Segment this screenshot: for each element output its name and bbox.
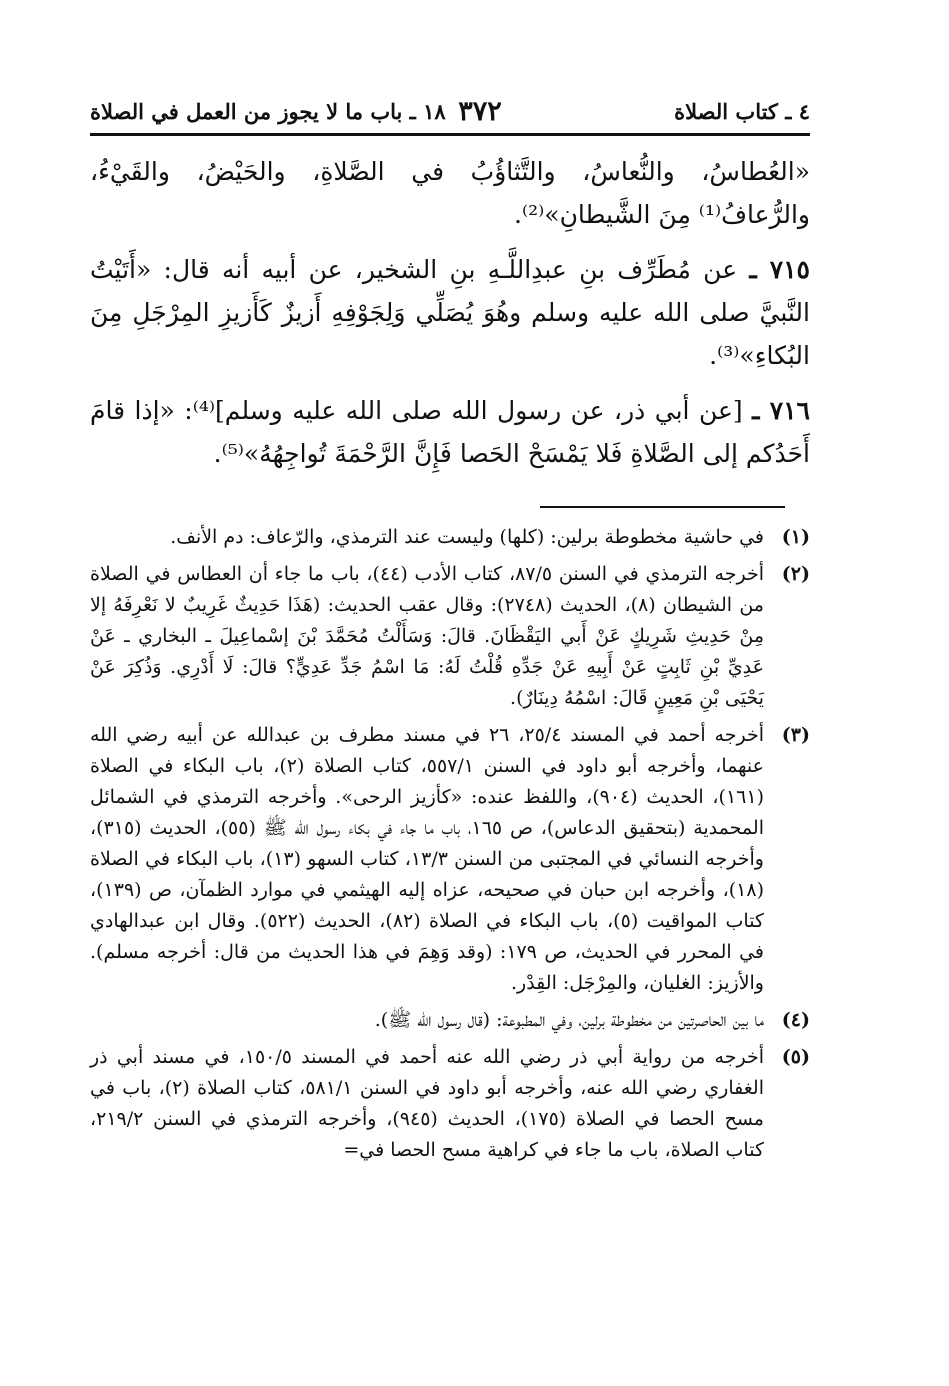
hadith-716 (90, 389, 810, 475)
footnote-number: (١) (781, 526, 810, 548)
hadith-continuation: «العُطاسُ، والنُّعاسُ، والتَّثاؤُبُ في الصَّلاةِ، والحَيْضُ، والقَيْءُ، والرُّعافُ⁽¹⁾ مِنَ الشَّيطانِ»⁽²⁾. (90, 157, 810, 229)
hadith-text: عن مُطَرِّف بنِ عبدِاللَّـهِ بنِ الشخير، عن أبيه أنه قال: «أَتَيْتُ النَّبيَّ صلى الله عليه وسلم وهُوَ يُصَلِّي وَلِجَوْفِهِ أَزيزٌ كَأَزيزِ المِرْجَلِ مِنَ البُكاءِ»⁽³⁾. (90, 255, 810, 370)
hadith-number: ٧١٥ ـ (749, 255, 810, 284)
footnote-text: أخرجه من رواية أبي ذر رضي الله عنه أحمد في المسند ١٥٠/٥، في مسند أبي ذر الغفاري رضي الله عنه، وأخرجه أبو داود في السنن ٥٨١/١، كتاب الصلاة (٢)، باب في مسح الحصا في الصلاة (١٧٥)، الحديث (٩٤٥)، وأخرجه الترمذي في السنن ٢١٩/٢، كتاب الصلاة، باب ما جاء في كراهية مسح الحصا في= (90, 1046, 764, 1161)
footnote-number: (٢) (781, 563, 810, 585)
section-title: ١٨ ـ باب ما لا يجوز من العمل في الصلاة (90, 99, 446, 124)
footnote (90, 559, 810, 714)
header-rule (90, 133, 810, 136)
footnote (90, 1042, 810, 1166)
footnote-number: (٤) (781, 1009, 810, 1031)
page-number: ٣٧٢ (458, 96, 502, 127)
footnote-text: أخرجه الترمذي في السنن ٨٧/٥، كتاب الأدب (٤٤)، باب ما جاء أن العطاس في الصلاة من الشيطان (٨)، الحديث (٢٧٤٨): وقال عقب الحديث: (هَذَا حَدِيثٌ غَرِيبٌ لا نَعْرِفَهُ إلا مِنْ حَدِيثِ شَرِيكٍ عَنْ أَبي اليَقْظَانَ. قالَ: وَسَأَلْتُ مُحَمَّدَ بْنَ إسْماعِيلَ ـ البخاري ـ عَنْ عَدِيِّ بْنِ ثَابِتٍ عَنْ أَبِيهِ عَنْ جَدِّهِ قُلْتُ لَهُ: مَا اسْمُ جَدِّ عَدِيٍّ؟ قالَ: لَا أَدْرِي. وَذُكِرَ عَنْ يَحْيَى بْنِ مَعِينٍ قَالَ: اسْمُهُ دِينَارٌ). (90, 563, 764, 709)
footnote-number: (٣) (781, 724, 810, 746)
hadith-text: [عن أبي ذر، عن رسول الله صلى الله عليه وسلم]⁽⁴⁾: «إذا قامَ أَحَدُكم إلى الصَّلاةِ فَلا يَمْسَحْ الحَصا فَإِنَّ الرَّحْمَةَ تُواجِهُهُ»⁽⁵⁾. (90, 396, 810, 468)
footnotes (90, 522, 810, 1172)
footnote-separator (540, 506, 785, 508)
running-header (90, 92, 810, 132)
footnote (90, 720, 810, 999)
footnote-text: ما بين الحاصرتين من مخطوطة برلين، وفي المطبوعة: (قال رسول الله ﷺ). (374, 1009, 764, 1031)
footnote-text: في حاشية مخطوطة برلين: (كلها) وليست عند الترمذي، والرّعاف: دم الأنف. (170, 526, 764, 548)
footnote-number: (٥) (781, 1046, 810, 1068)
hadith-number: ٧١٦ ـ (752, 396, 810, 425)
footnote-text: أخرجه أحمد في المسند ٢٥/٤، ٢٦ في مسند مطرف بن عبدالله عن أبيه رضي الله عنهما، وأخرجه أبو داود في السنن ٥٥٧/١، كتاب الصلاة (٢)، باب البكاء في الصلاة (١٦١)، الحديث (٩٠٤)، واللفظ عنده: «كأزيز الرحى». وأخرجه الترمذي في الشمائل المحمدية (بتحقيق الدعاس)، ص ١٦٥، باب ما جاء في بكاء رسول الله ﷺ (٥٥)، الحديث (٣١٥)، وأخرجه النسائي في المجتبى من السنن ١٣/٣، كتاب السهو (١٣)، باب البكاء في الصلاة (١٨)، وأخرجه ابن حبان في صحيحه، عزاه إليه الهيثمي في موارد الظمآن، ص (١٣٩)، كتاب المواقيت (٥)، باب البكاء في الصلاة (٨٢)، الحديث (٥٢٢). وقال ابن عبدالهادي في المحرر في الحديث، ص ١٧٩: (وقد وَهِمَ في هذا الحديث من قال: أخرجه مسلم). والأزيز: الغليان، والمِرْجَل: القِدْر. (90, 724, 764, 994)
book-chapter-title: ٤ ـ كتاب الصلاة (674, 99, 810, 124)
footnote (90, 1005, 810, 1036)
main-text (90, 150, 810, 487)
footnote (90, 522, 810, 553)
hadith-715 (90, 248, 810, 377)
